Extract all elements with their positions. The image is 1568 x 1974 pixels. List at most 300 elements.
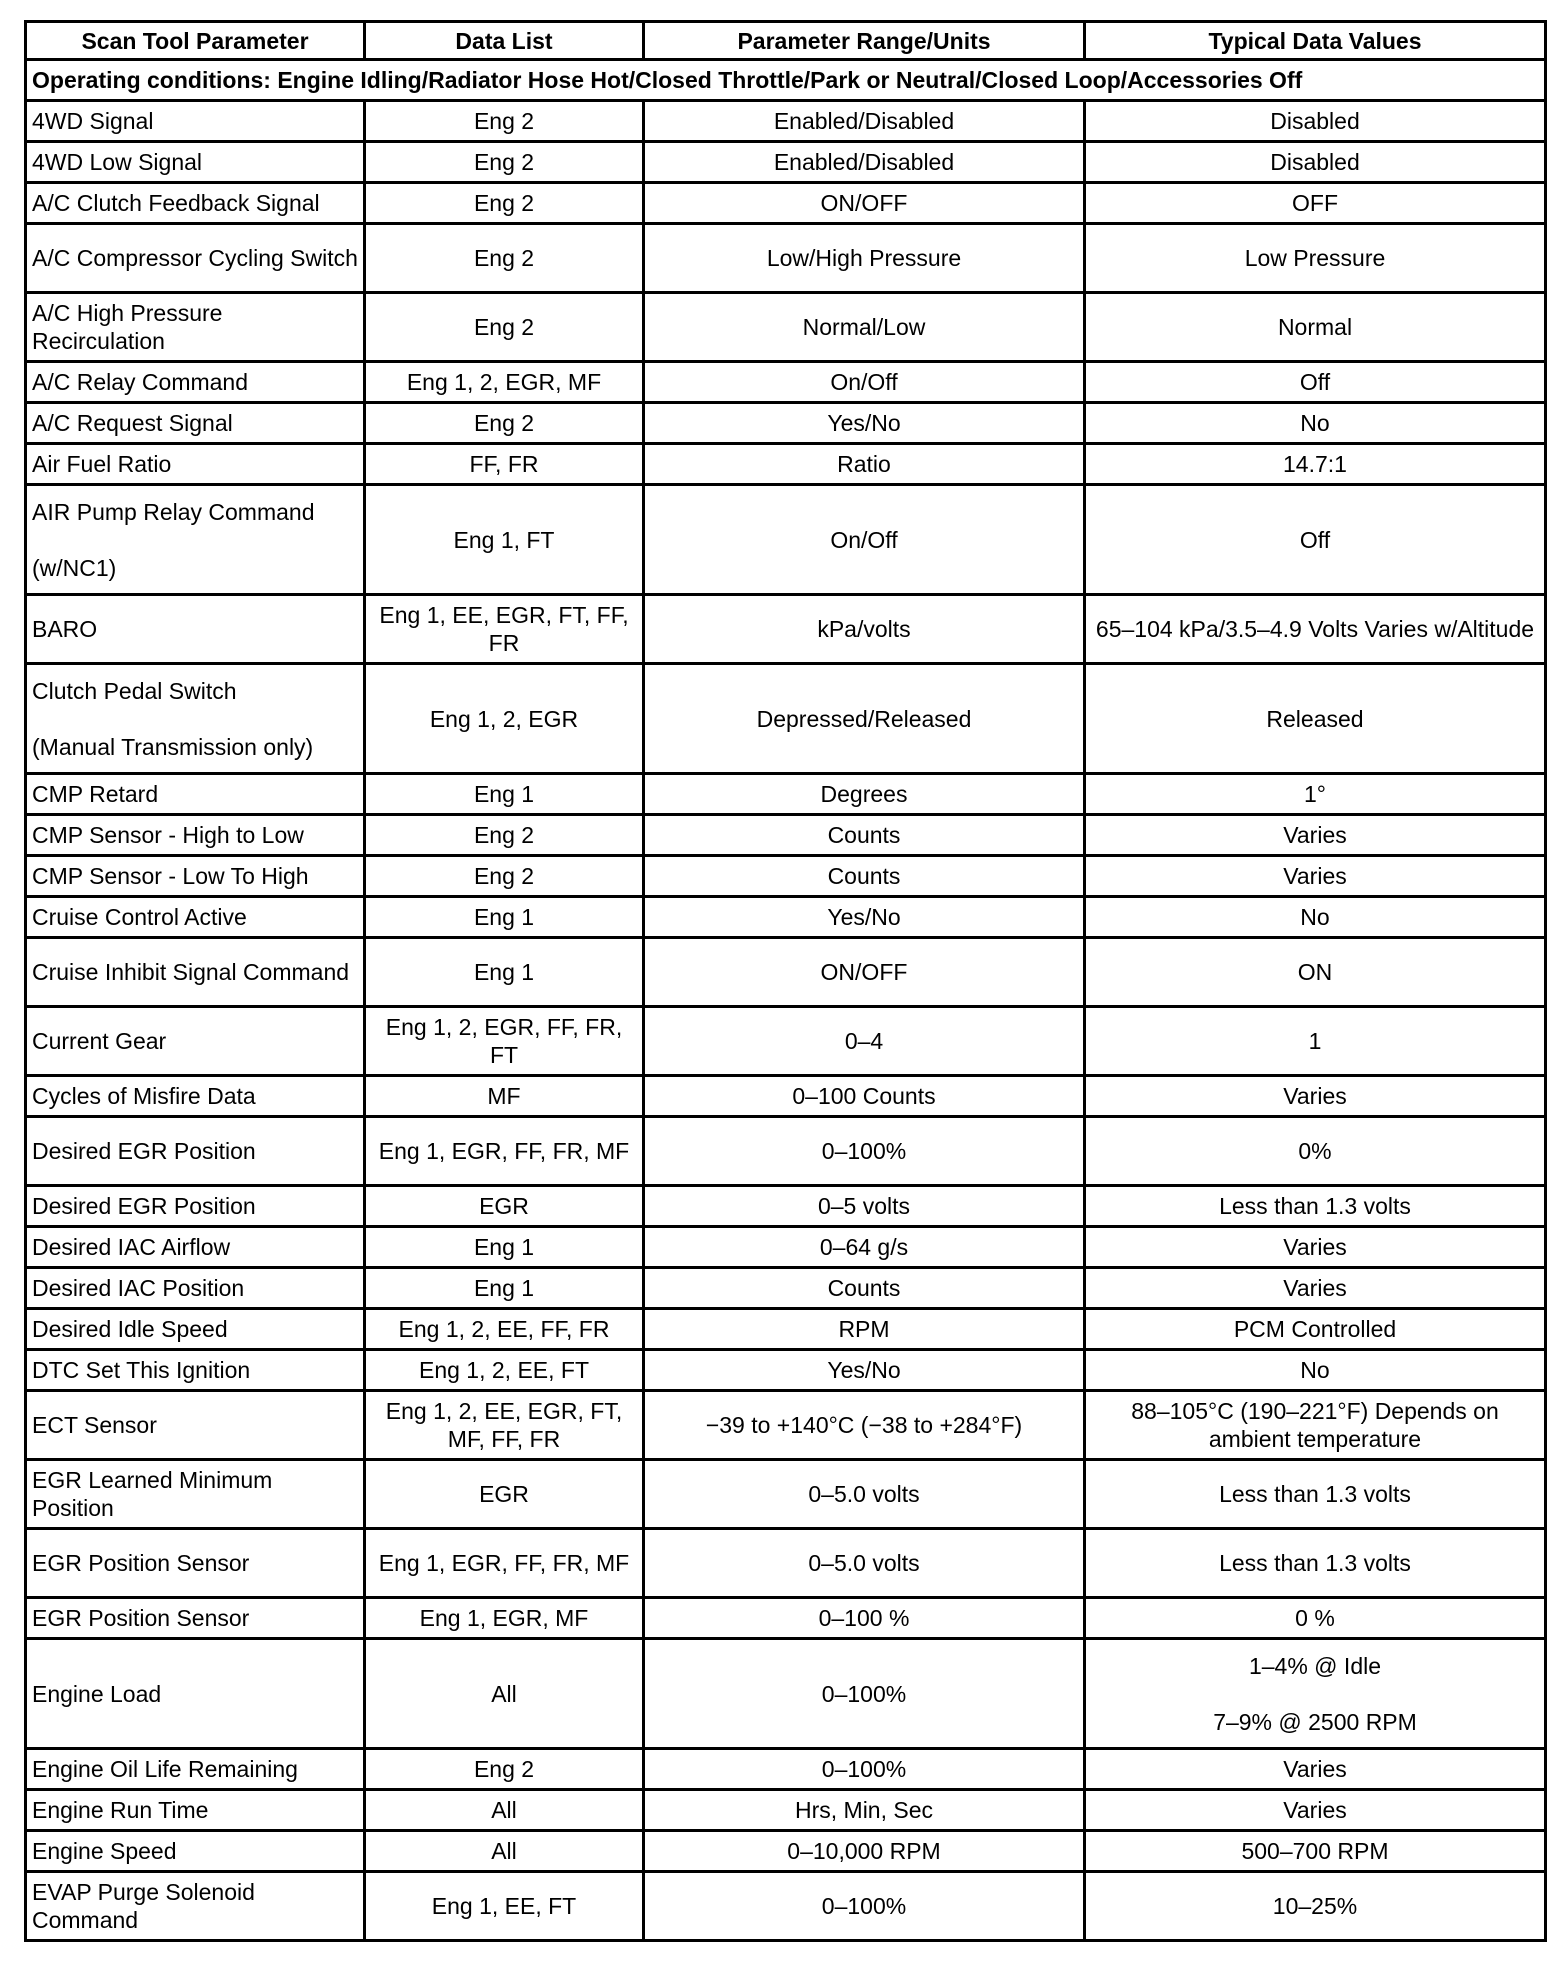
header-scan-tool-parameter: Scan Tool Parameter [26, 22, 365, 60]
line-gap [1091, 1680, 1539, 1708]
cell-parameter-range [644, 293, 1085, 362]
cell-data-list-text: Eng 2 [473, 149, 535, 175]
cell-scan-tool-parameter [26, 444, 365, 485]
table-row [26, 1007, 1546, 1076]
table-row [26, 1749, 1546, 1790]
cell-scan-tool-parameter [26, 224, 365, 293]
cell-data-list-text: Eng 2 [473, 822, 535, 848]
table-row [26, 224, 1546, 293]
cell-scan-tool-parameter-text: Cruise Inhibit Signal Command [32, 959, 350, 985]
cell-typical-value [1085, 1749, 1546, 1790]
cell-typical-value [1085, 938, 1546, 1007]
cell-parameter-range [644, 444, 1085, 485]
cell-scan-tool-parameter-text: BARO [32, 616, 98, 642]
cell-parameter-range-text: Ratio [837, 451, 891, 477]
cell-typical-value [1085, 1227, 1546, 1268]
cell-parameter-range-text: 0–100% [821, 1138, 907, 1164]
cell-scan-tool-parameter-text: A/C Relay Command [32, 369, 249, 395]
cell-scan-tool-parameter [26, 142, 365, 183]
cell-scan-tool-parameter-text: ECT Sensor [32, 1412, 157, 1438]
cell-scan-tool-parameter [26, 1831, 365, 1872]
table-row [26, 293, 1546, 362]
cell-data-list-text: Eng 2 [473, 863, 535, 889]
cell-parameter-range [644, 1186, 1085, 1227]
cell-typical-value-text: Off [1299, 369, 1331, 395]
table-row [26, 1076, 1546, 1117]
cell-data-list-text: Eng 2 [473, 245, 535, 271]
cell-scan-tool-parameter-text: EVAP Purge Solenoid Command [32, 1879, 255, 1933]
cell-data-list [365, 664, 644, 774]
cell-scan-tool-parameter [26, 1529, 365, 1598]
table-row [26, 1831, 1546, 1872]
cell-parameter-range [644, 664, 1085, 774]
table-row [26, 1227, 1546, 1268]
cell-typical-value [1085, 1350, 1546, 1391]
cell-typical-value-text: Less than 1.3 volts [1219, 1550, 1411, 1576]
cell-data-list [365, 774, 644, 815]
cell-typical-value-note: 7–9% @ 2500 RPM [1213, 1708, 1417, 1735]
table-row [26, 183, 1546, 224]
cell-parameter-range-text: 0–100 Counts [792, 1083, 936, 1109]
cell-scan-tool-parameter-text: Engine Speed [32, 1838, 177, 1864]
cell-scan-tool-parameter-text: A/C Request Signal [32, 410, 233, 436]
cell-data-list-text: Eng 2 [473, 410, 535, 436]
cell-data-list-text: Eng 1, EE, FT [431, 1893, 577, 1919]
cell-scan-tool-parameter [26, 595, 365, 664]
table-row [26, 856, 1546, 897]
cell-scan-tool-parameter [26, 1350, 365, 1391]
cell-scan-tool-parameter [26, 1007, 365, 1076]
cell-parameter-range [644, 362, 1085, 403]
cell-parameter-range [644, 1309, 1085, 1350]
cell-parameter-range [644, 1529, 1085, 1598]
cell-scan-tool-parameter-text: Cycles of Misfire Data [32, 1083, 256, 1109]
cell-typical-value-text: 0% [1298, 1138, 1332, 1164]
cell-scan-tool-parameter-text: Engine Load [32, 1680, 162, 1707]
cell-data-list [365, 1350, 644, 1391]
line-gap [32, 705, 358, 733]
table-row [26, 1117, 1546, 1186]
table-row [26, 1790, 1546, 1831]
cell-data-list [365, 595, 644, 664]
cell-typical-value [1085, 815, 1546, 856]
cell-parameter-range-text: Yes/No [827, 904, 901, 930]
cell-parameter-range [644, 1076, 1085, 1117]
cell-typical-value [1085, 1268, 1546, 1309]
cell-data-list-text: Eng 2 [473, 314, 535, 340]
table-row [26, 897, 1546, 938]
cell-parameter-range [644, 856, 1085, 897]
cell-typical-value [1085, 1831, 1546, 1872]
header-row [26, 22, 1546, 60]
cell-data-list [365, 1790, 644, 1831]
cell-scan-tool-parameter-text: CMP Retard [32, 781, 159, 807]
cell-data-list-text: MF [487, 1083, 521, 1109]
cell-parameter-range-text: RPM [838, 1316, 890, 1342]
cell-scan-tool-parameter [26, 1872, 365, 1941]
cell-data-list [365, 403, 644, 444]
cell-parameter-range [644, 403, 1085, 444]
cell-typical-value-text: Disabled [1270, 108, 1360, 134]
table-row [26, 938, 1546, 1007]
cell-typical-value-text: PCM Controlled [1233, 1316, 1397, 1342]
cell-typical-value [1085, 1391, 1546, 1460]
cell-typical-value [1085, 1186, 1546, 1227]
cell-parameter-range-text: ON/OFF [820, 190, 908, 216]
cell-parameter-range [644, 1391, 1085, 1460]
cell-data-list-text: Eng 1 [473, 959, 535, 985]
cell-typical-value-text: Varies [1283, 822, 1347, 848]
cell-data-list-text: Eng 1, EE, EGR, FT, FF, FR [379, 602, 629, 656]
scan-tool-data-table [24, 20, 1547, 1942]
cell-parameter-range-text: Enabled/Disabled [773, 149, 955, 175]
cell-typical-value [1085, 1639, 1546, 1749]
cell-scan-tool-parameter-text: Desired Idle Speed [32, 1316, 228, 1342]
cell-data-list-text: Eng 1, 2, EE, FF, FR [398, 1316, 610, 1342]
cell-data-list [365, 362, 644, 403]
cell-typical-value-text: Disabled [1270, 149, 1360, 175]
cell-data-list [365, 1831, 644, 1872]
cell-typical-value-text: Low Pressure [1244, 245, 1386, 271]
cell-typical-value [1085, 856, 1546, 897]
cell-parameter-range-text: 0–10,000 RPM [787, 1838, 941, 1864]
cell-typical-value [1085, 595, 1546, 664]
cell-scan-tool-parameter-note: (w/NC1) [32, 554, 117, 581]
cell-scan-tool-parameter-text: Desired IAC Airflow [32, 1234, 231, 1260]
cell-data-list-text: Eng 2 [473, 108, 535, 134]
cell-parameter-range-text: 0–5.0 volts [808, 1550, 920, 1576]
cell-typical-value [1085, 101, 1546, 142]
cell-data-list [365, 1749, 644, 1790]
cell-typical-value-text: Off [1299, 526, 1331, 553]
cell-scan-tool-parameter [26, 1460, 365, 1529]
header-parameter-range-units: Parameter Range/Units [644, 22, 1085, 60]
cell-typical-value-text: No [1300, 1357, 1330, 1383]
cell-data-list-text: FF, FR [469, 451, 539, 477]
cell-data-list-text: Eng 1, 2, EGR [429, 705, 579, 732]
cell-data-list-text: Eng 1 [473, 781, 535, 807]
cell-scan-tool-parameter-text: CMP Sensor - High to Low [32, 822, 304, 848]
table-row [26, 1391, 1546, 1460]
cell-typical-value [1085, 1007, 1546, 1076]
cell-scan-tool-parameter-text: 4WD Low Signal [32, 149, 203, 175]
cell-scan-tool-parameter [26, 1117, 365, 1186]
table-row [26, 142, 1546, 183]
cell-scan-tool-parameter [26, 897, 365, 938]
cell-data-list-text: Eng 2 [473, 190, 535, 216]
cell-typical-value [1085, 1460, 1546, 1529]
cell-data-list-text: Eng 1, FT [453, 526, 555, 553]
cell-parameter-range [644, 1639, 1085, 1749]
cell-data-list-text: EGR [479, 1193, 529, 1219]
table-row [26, 1598, 1546, 1639]
cell-typical-value-text: Varies [1283, 1797, 1347, 1823]
cell-data-list-text: Eng 1, EGR, MF [419, 1605, 589, 1631]
cell-data-list-text: Eng 1, 2, EE, EGR, FT, MF, FF, FR [385, 1398, 623, 1452]
cell-scan-tool-parameter [26, 1076, 365, 1117]
cell-scan-tool-parameter [26, 1639, 365, 1749]
cell-parameter-range [644, 1268, 1085, 1309]
cell-typical-value-text: Varies [1283, 1234, 1347, 1260]
cell-parameter-range-text: On/Off [830, 526, 898, 553]
cell-data-list [365, 101, 644, 142]
cell-typical-value [1085, 664, 1546, 774]
cell-data-list [365, 183, 644, 224]
cell-parameter-range-text: Counts [827, 822, 901, 848]
cell-scan-tool-parameter-text: EGR Position Sensor [32, 1550, 250, 1576]
cell-data-list-text: Eng 1, EGR, FF, FR, MF [378, 1138, 630, 1164]
cell-typical-value [1085, 485, 1546, 595]
line-gap [32, 526, 358, 554]
cell-typical-value-text: OFF [1292, 190, 1338, 216]
cell-data-list [365, 938, 644, 1007]
cell-data-list [365, 485, 644, 595]
cell-scan-tool-parameter [26, 1598, 365, 1639]
cell-scan-tool-parameter-text: EGR Learned Minimum Position [32, 1467, 273, 1521]
cell-typical-value-text: 1° [1304, 781, 1326, 807]
cell-scan-tool-parameter [26, 1268, 365, 1309]
cell-parameter-range-text: Counts [827, 1275, 901, 1301]
cell-scan-tool-parameter [26, 403, 365, 444]
cell-parameter-range-text: Enabled/Disabled [773, 108, 955, 134]
cell-parameter-range-text: 0–5 volts [817, 1193, 911, 1219]
header-typical-data-values: Typical Data Values [1085, 22, 1546, 60]
cell-data-list [365, 1076, 644, 1117]
table-row [26, 1460, 1546, 1529]
cell-typical-value-text: 88–105°C (190–221°F) Depends on ambient temperature [1131, 1398, 1499, 1452]
table-row [26, 362, 1546, 403]
cell-typical-value-text: 1–4% @ Idle [1248, 1652, 1382, 1679]
cell-typical-value [1085, 362, 1546, 403]
cell-data-list [365, 1639, 644, 1749]
table-row [26, 101, 1546, 142]
cell-parameter-range [644, 1749, 1085, 1790]
cell-scan-tool-parameter-text: Engine Oil Life Remaining [32, 1756, 298, 1782]
cell-data-list [365, 1227, 644, 1268]
cell-data-list [365, 1872, 644, 1941]
cell-scan-tool-parameter [26, 362, 365, 403]
cell-data-list-text: Eng 1, EGR, FF, FR, MF [378, 1550, 630, 1576]
cell-typical-value-text: Varies [1283, 1083, 1347, 1109]
cell-typical-value [1085, 1872, 1546, 1941]
cell-typical-value [1085, 1598, 1546, 1639]
cell-scan-tool-parameter [26, 664, 365, 774]
operating-conditions: Operating conditions: Engine Idling/Radiator Hose Hot/Closed Throttle/Park or Neutral/Closed Loop/Accessories Off [26, 60, 1546, 101]
cell-scan-tool-parameter-text: Air Fuel Ratio [32, 451, 172, 477]
cell-typical-value-text: Varies [1283, 863, 1347, 889]
cell-parameter-range-text: 0–100 % [818, 1605, 910, 1631]
cell-parameter-range [644, 1350, 1085, 1391]
cell-data-list [365, 1007, 644, 1076]
table-row [26, 774, 1546, 815]
cell-parameter-range-text: Counts [827, 863, 901, 889]
cell-parameter-range-text: On/Off [830, 369, 898, 395]
cell-parameter-range-text: 0–4 [844, 1028, 884, 1054]
cell-parameter-range-text: 0–100% [821, 1893, 907, 1919]
cell-data-list-text: Eng 1 [473, 1275, 535, 1301]
table-row [26, 595, 1546, 664]
cell-parameter-range [644, 897, 1085, 938]
cell-data-list [365, 815, 644, 856]
cell-typical-value [1085, 1117, 1546, 1186]
cell-data-list [365, 293, 644, 362]
cell-data-list-text: Eng 1, 2, EGR, MF [406, 369, 602, 395]
cell-parameter-range [644, 101, 1085, 142]
cell-typical-value-text: 65–104 kPa/3.5–4.9 Volts Varies w/Altitude [1095, 616, 1535, 642]
cell-parameter-range [644, 183, 1085, 224]
cell-typical-value-text: Released [1266, 705, 1364, 732]
cell-typical-value-text: Less than 1.3 volts [1219, 1193, 1411, 1219]
cell-typical-value-text: Varies [1283, 1275, 1347, 1301]
cell-scan-tool-parameter [26, 1749, 365, 1790]
cell-parameter-range-text: Yes/No [827, 410, 901, 436]
cell-typical-value-text: 10–25% [1272, 1893, 1358, 1919]
cell-scan-tool-parameter [26, 183, 365, 224]
cell-data-list [365, 897, 644, 938]
cell-parameter-range [644, 774, 1085, 815]
cell-parameter-range-text: Yes/No [827, 1357, 901, 1383]
cell-data-list-text: Eng 1 [473, 904, 535, 930]
table-row [26, 1529, 1546, 1598]
cell-parameter-range-text: ON/OFF [820, 959, 908, 985]
cell-parameter-range [644, 1460, 1085, 1529]
cell-data-list [365, 1529, 644, 1598]
cell-scan-tool-parameter-text: AIR Pump Relay Command [32, 498, 315, 525]
cell-parameter-range [644, 1831, 1085, 1872]
cell-data-list [365, 1117, 644, 1186]
cell-data-list [365, 1268, 644, 1309]
cell-typical-value-text: 14.7:1 [1283, 451, 1347, 477]
cell-data-list-text: Eng 2 [473, 1756, 535, 1782]
cell-parameter-range-text: Normal/Low [802, 314, 926, 340]
cell-typical-value [1085, 1309, 1546, 1350]
cell-typical-value-text: 1 [1308, 1028, 1322, 1054]
cell-scan-tool-parameter-text: Current Gear [32, 1028, 167, 1054]
cell-parameter-range-text: 0–100% [821, 1680, 907, 1707]
cell-typical-value [1085, 224, 1546, 293]
cell-parameter-range [644, 142, 1085, 183]
cell-typical-value [1085, 897, 1546, 938]
cell-scan-tool-parameter-text: A/C Compressor Cycling Switch [32, 245, 358, 271]
cell-scan-tool-parameter [26, 815, 365, 856]
cell-data-list-text: All [491, 1797, 517, 1823]
cell-typical-value [1085, 403, 1546, 444]
cell-scan-tool-parameter-text: Clutch Pedal Switch [32, 677, 237, 704]
cell-scan-tool-parameter-text: 4WD Signal [32, 108, 154, 134]
table-row [26, 485, 1546, 595]
cell-parameter-range-text: Depressed/Released [756, 705, 972, 732]
cell-parameter-range-text: 0–5.0 volts [808, 1481, 920, 1507]
cell-data-list-text: Eng 1 [473, 1234, 535, 1260]
cell-typical-value-text: No [1300, 904, 1330, 930]
cell-parameter-range-text: Degrees [820, 781, 908, 807]
cell-typical-value [1085, 774, 1546, 815]
cell-typical-value [1085, 183, 1546, 224]
cell-parameter-range-text: 0–64 g/s [819, 1234, 909, 1260]
cell-scan-tool-parameter [26, 1227, 365, 1268]
cell-scan-tool-parameter [26, 293, 365, 362]
cell-scan-tool-parameter-text: Cruise Control Active [32, 904, 247, 930]
cell-parameter-range [644, 224, 1085, 293]
table-row [26, 444, 1546, 485]
cell-parameter-range-text: 0–100% [821, 1756, 907, 1782]
cell-data-list [365, 1598, 644, 1639]
cell-parameter-range [644, 595, 1085, 664]
cell-data-list [365, 856, 644, 897]
cell-scan-tool-parameter [26, 485, 365, 595]
cell-scan-tool-parameter [26, 856, 365, 897]
cell-scan-tool-parameter-text: Engine Run Time [32, 1797, 209, 1823]
cell-data-list [365, 1391, 644, 1460]
cell-typical-value [1085, 444, 1546, 485]
cell-parameter-range [644, 1598, 1085, 1639]
cell-scan-tool-parameter-text: Desired EGR Position [32, 1193, 256, 1219]
cell-scan-tool-parameter-text: Desired EGR Position [32, 1138, 256, 1164]
cell-scan-tool-parameter [26, 1186, 365, 1227]
cell-parameter-range [644, 1872, 1085, 1941]
cell-scan-tool-parameter [26, 1391, 365, 1460]
table-row [26, 403, 1546, 444]
cell-data-list [365, 142, 644, 183]
cell-typical-value [1085, 1790, 1546, 1831]
table-row [26, 815, 1546, 856]
table-row [26, 664, 1546, 774]
cell-data-list [365, 1460, 644, 1529]
cell-scan-tool-parameter-text: A/C Clutch Feedback Signal [32, 190, 320, 216]
cell-parameter-range [644, 1007, 1085, 1076]
cell-data-list [365, 444, 644, 485]
cell-scan-tool-parameter [26, 1790, 365, 1831]
cell-scan-tool-parameter [26, 101, 365, 142]
table-row [26, 1639, 1546, 1749]
cell-parameter-range [644, 485, 1085, 595]
cell-parameter-range-text: Low/High Pressure [766, 245, 962, 271]
cell-parameter-range [644, 815, 1085, 856]
cell-scan-tool-parameter-text: CMP Sensor - Low To High [32, 863, 309, 889]
cell-data-list [365, 1186, 644, 1227]
table-row [26, 1309, 1546, 1350]
cell-typical-value-text: ON [1297, 959, 1333, 985]
cell-data-list-text: Eng 1, 2, EE, FT [418, 1357, 590, 1383]
cell-typical-value [1085, 293, 1546, 362]
cell-typical-value-text: Less than 1.3 volts [1219, 1481, 1411, 1507]
cell-scan-tool-parameter [26, 774, 365, 815]
cell-data-list-text: All [491, 1838, 517, 1864]
cell-scan-tool-parameter [26, 1309, 365, 1350]
cell-scan-tool-parameter-text: Desired IAC Position [32, 1275, 245, 1301]
cell-data-list [365, 224, 644, 293]
cell-parameter-range-text: Hrs, Min, Sec [794, 1797, 934, 1823]
cell-parameter-range-text: kPa/volts [817, 616, 911, 642]
cell-scan-tool-parameter-text: DTC Set This Ignition [32, 1357, 251, 1383]
cell-parameter-range [644, 1790, 1085, 1831]
cell-data-list-text: All [491, 1680, 517, 1707]
cell-typical-value-text: No [1300, 410, 1330, 436]
cell-scan-tool-parameter-text: EGR Position Sensor [32, 1605, 250, 1631]
cell-data-list-text: Eng 1, 2, EGR, FF, FR, FT [385, 1014, 623, 1068]
table-row [26, 1186, 1546, 1227]
cell-typical-value-text: 500–700 RPM [1241, 1838, 1389, 1864]
cell-parameter-range [644, 938, 1085, 1007]
cell-scan-tool-parameter [26, 938, 365, 1007]
cell-typical-value-text: 0 % [1295, 1605, 1335, 1631]
cell-typical-value-text: Varies [1283, 1756, 1347, 1782]
cell-data-list [365, 1309, 644, 1350]
cell-typical-value-text: Normal [1277, 314, 1353, 340]
cell-typical-value [1085, 1076, 1546, 1117]
cell-scan-tool-parameter-note: (Manual Transmission only) [32, 733, 314, 760]
table-row [26, 1268, 1546, 1309]
